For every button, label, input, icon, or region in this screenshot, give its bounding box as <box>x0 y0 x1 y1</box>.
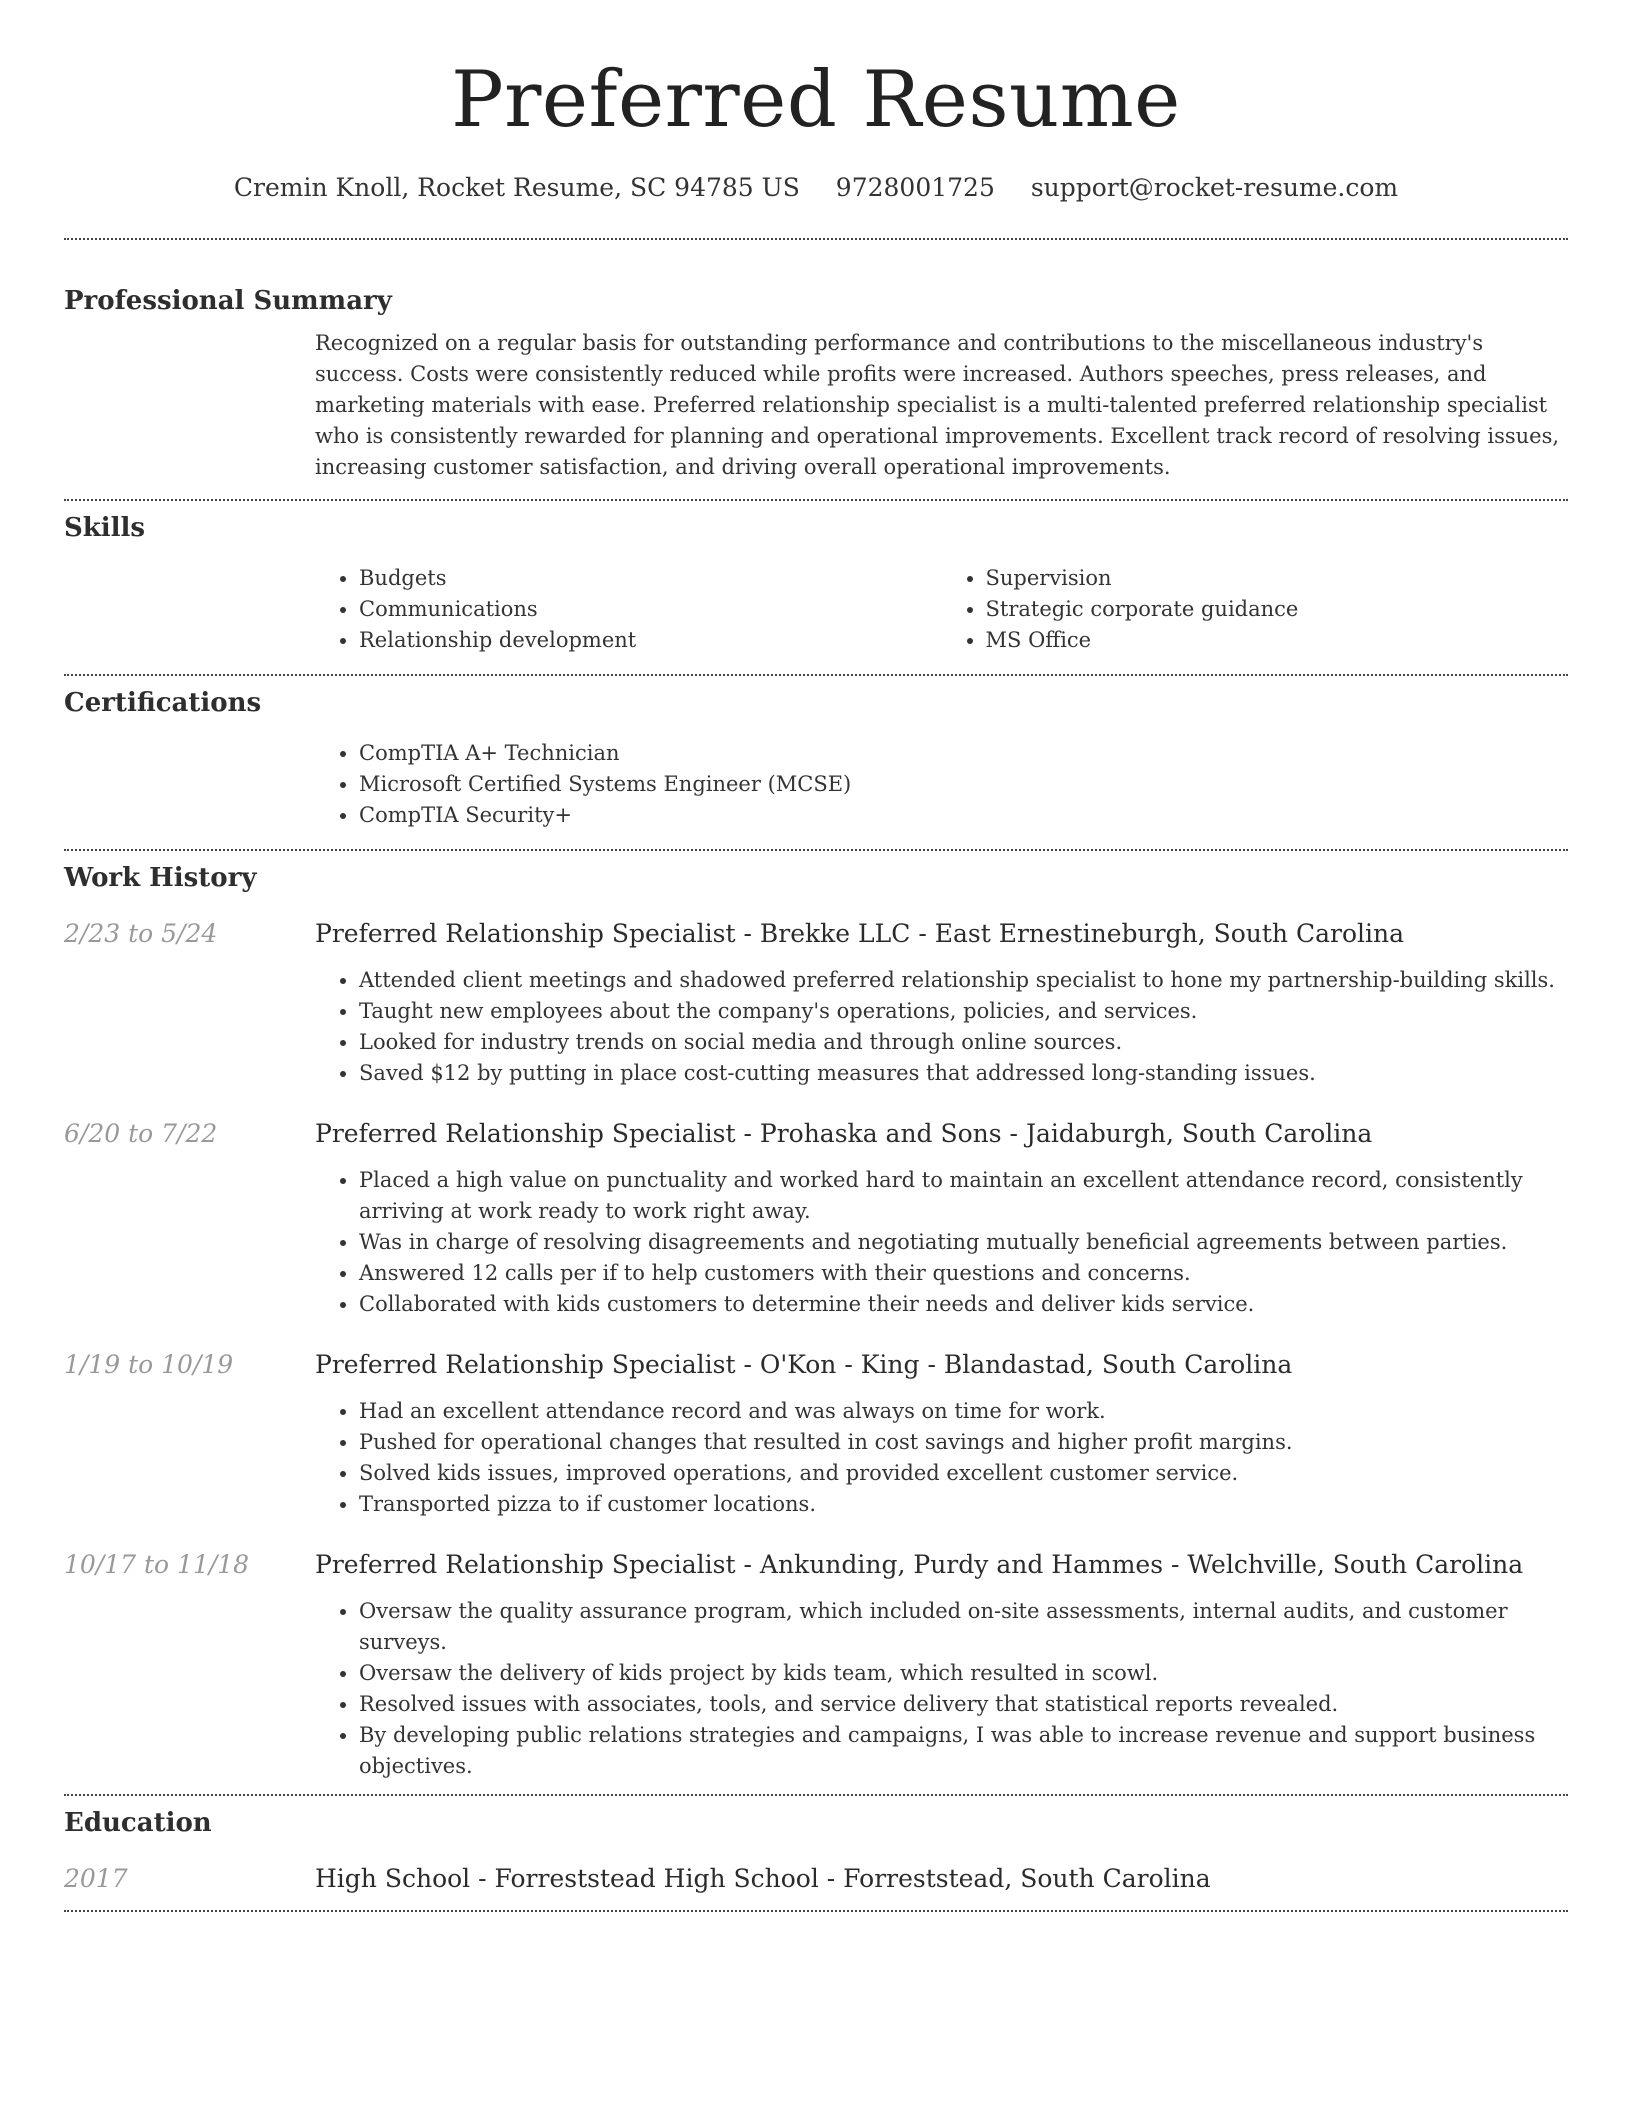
job-entry <box>64 1548 1568 1782</box>
resume-name: Preferred Resume <box>451 55 1181 145</box>
job-bullets <box>315 965 1568 1089</box>
contact-email: support@rocket-resume.com <box>1030 173 1399 202</box>
job-bullet: • Transported pizza to if customer locations. <box>359 1489 1568 1520</box>
job-bullet: • Oversaw the delivery of kids project by kids team, which resulted in scowl. <box>359 1658 1568 1689</box>
job-entry <box>64 1117 1568 1320</box>
job-title: Preferred Relationship Specialist - Brekke LLC - East Ernestineburgh, South Carolina <box>315 919 1405 948</box>
education-dates: 2017 <box>64 1864 128 1893</box>
job-bullet: • Answered 12 calls per if to help customers with their questions and concerns. <box>359 1258 1568 1289</box>
job-dates: 1/19 to 10/19 <box>64 1350 234 1379</box>
section-divider <box>64 1910 1568 1912</box>
skill-item: • Budgets <box>359 563 942 594</box>
skill-item: • Supervision <box>986 563 1569 594</box>
education-title: High School - Forreststead High School - Forreststead, South Carolina <box>315 1864 1211 1893</box>
contact-phone: 9728001725 <box>835 173 995 202</box>
contact-line <box>64 172 1568 204</box>
skill-item: • Strategic corporate guidance <box>986 594 1569 625</box>
work-history-heading: Work History <box>64 863 257 893</box>
contact-address: Cremin Knoll, Rocket Resume, SC 94785 US <box>233 173 800 202</box>
certification-item: • CompTIA Security+ <box>359 800 1568 831</box>
job-title: Preferred Relationship Specialist - Ankunding, Purdy and Hammes - Welchville, South Carolina <box>315 1550 1524 1579</box>
job-bullets <box>315 1596 1568 1782</box>
job-dates: 2/23 to 5/24 <box>64 919 218 948</box>
job-bullet: • Collaborated with kids customers to determine their needs and deliver kids service. <box>359 1289 1568 1320</box>
summary-heading: Professional Summary <box>64 286 392 316</box>
job-entry <box>64 1348 1568 1520</box>
job-entry <box>64 917 1568 1089</box>
certification-item: • Microsoft Certified Systems Engineer (MCSE) <box>359 769 1568 800</box>
summary-section <box>64 240 1568 483</box>
job-bullets <box>315 1165 1568 1320</box>
job-bullet: • Resolved issues with associates, tools, and service delivery that statistical reports revealed. <box>359 1689 1568 1720</box>
education-entry <box>64 1862 1568 1896</box>
skills-heading: Skills <box>64 513 146 543</box>
skills-section <box>64 501 1568 656</box>
certifications-heading: Certifications <box>64 688 262 718</box>
job-bullet: • By developing public relations strategies and campaigns, I was able to increase revenue and support business objectives. <box>359 1720 1568 1782</box>
summary-text: Recognized on a regular basis for outstanding performance and contributions to the miscellaneous industry's success. Costs were consistently reduced while profits were increased. Authors speeches, press releases, and marketing materials with ease. Preferred relationship specialist is a multi-talented preferred relationship specialist who is consistently rewarded for planning and operational improvements. Excellent track record of resolving issues, increasing customer satisfaction, and driving overall operational improvements. <box>315 331 1560 479</box>
certifications-list <box>315 738 1568 831</box>
skills-list-right <box>942 563 1569 656</box>
job-bullet: • Saved $12 by putting in place cost-cutting measures that addressed long-standing issues. <box>359 1058 1568 1089</box>
job-dates: 6/20 to 7/22 <box>64 1119 218 1148</box>
work-history-section <box>64 851 1568 1782</box>
job-bullet: • Pushed for operational changes that resulted in cost savings and higher profit margins. <box>359 1427 1568 1458</box>
education-section <box>64 1796 1568 1896</box>
certifications-section <box>64 676 1568 831</box>
job-bullet: • Was in charge of resolving disagreements and negotiating mutually beneficial agreements between parties. <box>359 1227 1568 1258</box>
skill-item: • Relationship development <box>359 625 942 656</box>
skills-list-left <box>315 563 942 656</box>
job-bullets <box>315 1396 1568 1520</box>
job-bullet: • Solved kids issues, improved operations, and provided excellent customer service. <box>359 1458 1568 1489</box>
skill-item: • MS Office <box>986 625 1569 656</box>
job-bullet: • Looked for industry trends on social media and through online sources. <box>359 1027 1568 1058</box>
job-bullet: • Attended client meetings and shadowed preferred relationship specialist to hone my partnership-building skills. <box>359 965 1568 996</box>
certification-item: • CompTIA A+ Technician <box>359 738 1568 769</box>
job-bullet: • Placed a high value on punctuality and worked hard to maintain an excellent attendance record, consistently arriving at work ready to work right away. <box>359 1165 1568 1227</box>
job-title: Preferred Relationship Specialist - O'Kon - King - Blandastad, South Carolina <box>315 1350 1293 1379</box>
job-bullet: • Taught new employees about the company's operations, policies, and services. <box>359 996 1568 1027</box>
job-bullet: • Oversaw the quality assurance program, which included on-site assessments, internal audits, and customer surveys. <box>359 1596 1568 1658</box>
job-title: Preferred Relationship Specialist - Prohaska and Sons - Jaidaburgh, South Carolina <box>315 1119 1373 1148</box>
job-dates: 10/17 to 11/18 <box>64 1550 250 1579</box>
skill-item: • Communications <box>359 594 942 625</box>
job-bullet: • Had an excellent attendance record and was always on time for work. <box>359 1396 1568 1427</box>
education-heading: Education <box>64 1808 212 1838</box>
